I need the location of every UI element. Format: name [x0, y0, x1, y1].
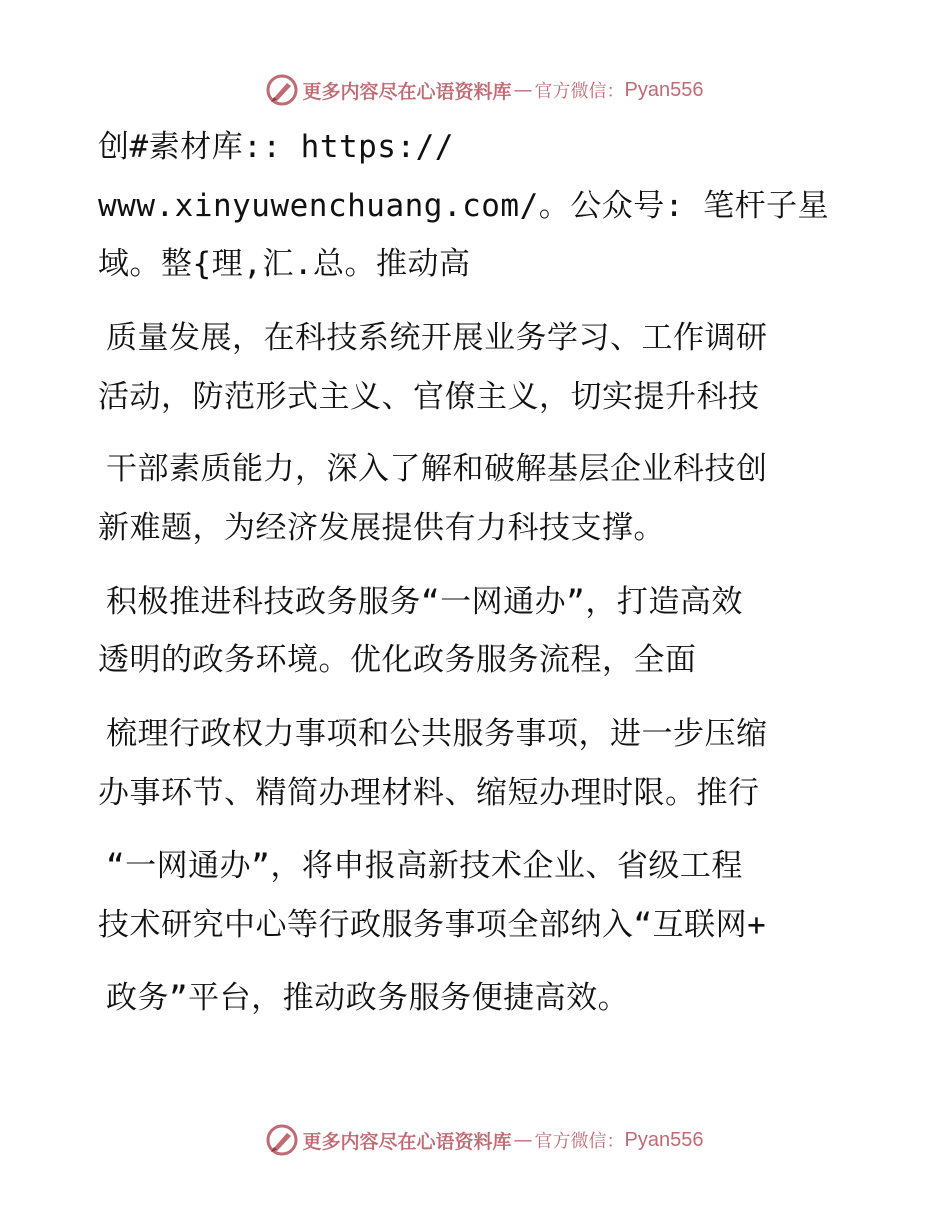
text-line: 域。整{理,汇.总。推动高 [98, 246, 471, 282]
text-line: 透明的政务环境。优化政务服务流程，全面 [98, 642, 697, 678]
banner-sub-text: 官方微信： [534, 1131, 625, 1152]
pen-logo-icon [265, 73, 299, 107]
banner-sub-text: 官方微信： [534, 81, 625, 102]
banner-content [265, 1123, 704, 1157]
header-banner [0, 68, 950, 112]
banner-main-text: 更多内容尽在心语资料库 [302, 80, 512, 103]
banner-dash: — [513, 79, 533, 101]
banner-content [265, 73, 704, 107]
banner-dash: — [513, 1129, 533, 1151]
text-line: “一网通办”，将申报高新技术企业、省级工程 [106, 848, 743, 884]
footer-banner [0, 1118, 950, 1162]
banner-account: Pyan556 [624, 78, 704, 101]
text-line: 活动，防范形式主义、官僚主义，切实提升科技 [98, 379, 760, 415]
text-line: 政务”平台，推动政务服务便捷高效。 [106, 980, 630, 1016]
text-line: 积极推进科技政务服务“一网通办”，打造高效 [106, 584, 743, 620]
text-line: 办事环节、精简办理材料、缩短办理时限。推行 [98, 775, 760, 811]
pen-logo-icon [265, 1123, 299, 1157]
banner-account: Pyan556 [624, 1128, 704, 1151]
text-line: 干部素质能力，深入了解和破解基层企业科技创 [106, 451, 768, 487]
text-line: 质量发展，在科技系统开展业务学习、工作调研 [106, 320, 768, 356]
banner-main-text: 更多内容尽在心语资料库 [302, 1130, 512, 1153]
text-line: 技术研究中心等行政服务事项全部纳入“互联网+ [98, 907, 767, 943]
text-line: 创#素材库:: https:// [98, 129, 454, 165]
text-line: 新难题，为经济发展提供有力科技支撑。 [98, 510, 665, 546]
text-line: www.xinyuwenchuang.com/。公众号: 笔杆子星 [98, 188, 830, 224]
text-line: 梳理行政权力事项和公共服务事项，进一步压缩 [106, 716, 768, 752]
